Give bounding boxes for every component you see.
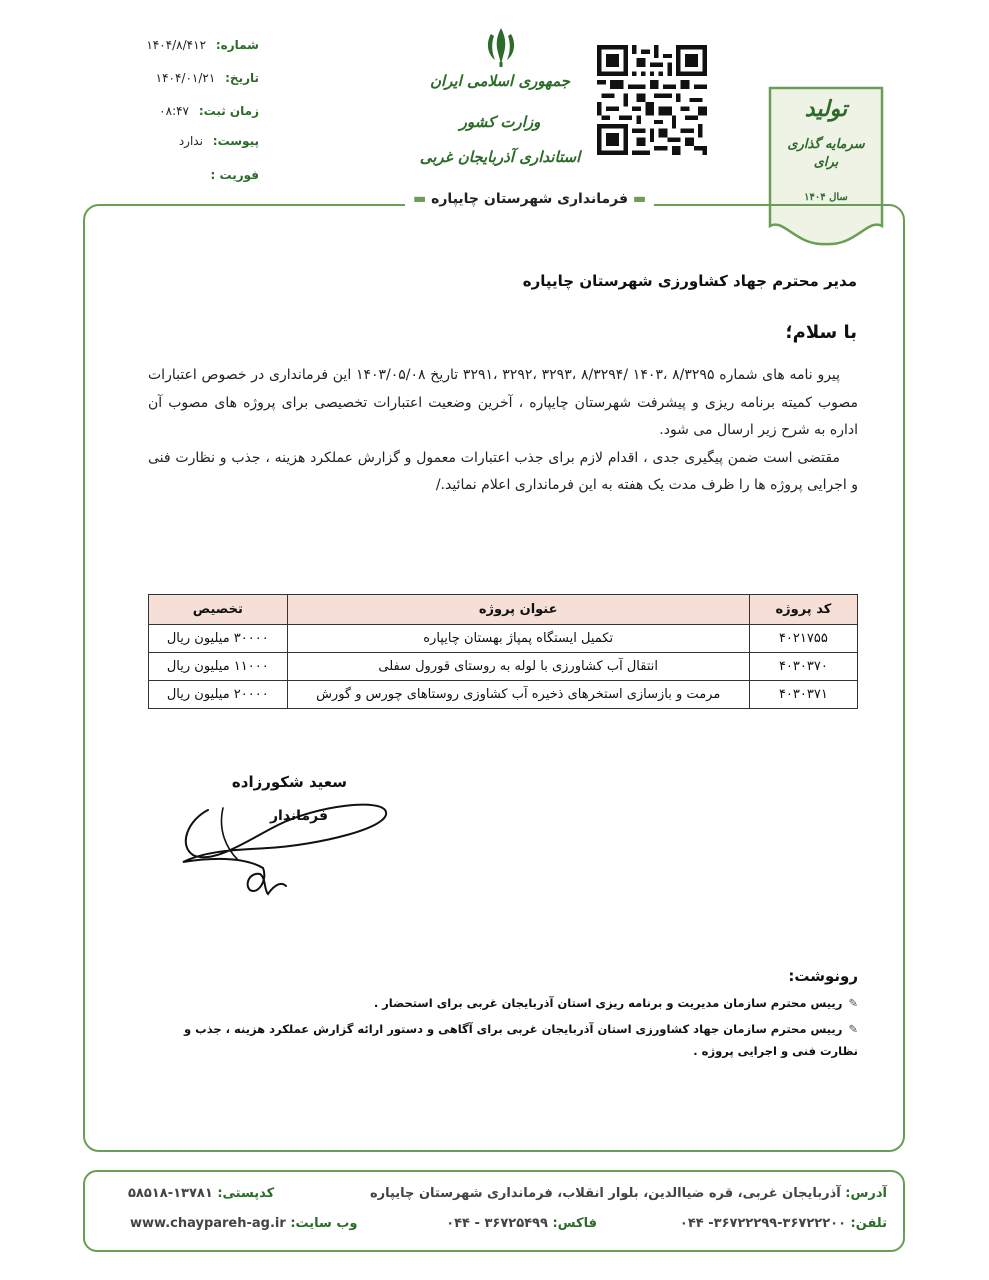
table-row	[149, 653, 858, 681]
iran-emblem-icon	[483, 26, 519, 68]
project-code: ۴۰۳۰۳۷۱	[749, 681, 857, 709]
body-paragraph-2: مقتضی است ضمن پیگیری جدی ، اقدام لازم برای جذب اعتبارات معمول و گزارش عملکرد هزینه ، جذب و نظارت فنی و اجرایی پروژه ها را ظرف مدت یک هفته به این فرمانداری اعلام نمائید./	[148, 449, 858, 493]
cc-title: رونوشت:	[788, 967, 858, 985]
cc-item	[178, 992, 858, 1014]
signer-name: سعید شکورزاده	[231, 773, 347, 791]
phone-label: تلفن:	[850, 1216, 887, 1231]
postal-value: ۱۳۷۸۱-۵۸۵۱۸	[128, 1186, 213, 1201]
project-title: مرمت و بازسازی استخرهای ذخیره آب کشاوزی روستاهای چورس و گورش	[287, 681, 749, 709]
attachment-label: پیوست:	[212, 134, 259, 148]
header-country: جمهوری اسلامی ایران	[429, 72, 571, 90]
letter-body	[148, 362, 858, 500]
greeting: با سلام؛	[785, 322, 857, 343]
table-row	[149, 681, 858, 709]
badge-word-investment: سرمایه گذاری برای	[787, 137, 865, 170]
pen-icon: ✎	[848, 996, 858, 1010]
fax-label: فاکس:	[552, 1216, 597, 1231]
handwritten-signature	[168, 790, 398, 900]
website-link[interactable]: www.chaypareh-ag.ir	[130, 1216, 286, 1231]
office-title: ▬ فرمانداری شهرستان چایپاره ▬	[405, 191, 654, 207]
registration-time-value: ۰۸:۴۷	[159, 104, 189, 118]
table-header-row	[149, 595, 858, 625]
project-code: ۴۰۲۱۷۵۵	[749, 625, 857, 653]
attachment-value: ندارد	[178, 134, 203, 148]
header-province: استانداری آذربایجان غربی	[419, 148, 581, 166]
footer-address	[370, 1186, 887, 1201]
cc-item-text: رییس محترم سازمان جهاد کشاورزی استان آذربایجان غربی برای آگاهی و دستور ارائه گزارش عملکرد هزینه ، جذب و نظارت فنی و اجرایی پروژه .	[184, 1022, 858, 1058]
projects-table	[148, 594, 858, 709]
header-project-title: عنوان پروژه	[287, 595, 749, 625]
footer-fax	[446, 1216, 597, 1231]
website-label: وب سایت:	[290, 1216, 358, 1231]
cc-item	[178, 1018, 858, 1062]
project-title: تکمیل ایستگاه پمپاژ بهستان چایپاره	[287, 625, 749, 653]
project-code: ۴۰۳۰۳۷۰	[749, 653, 857, 681]
office-title-text: فرمانداری شهرستان چایپاره	[431, 191, 628, 207]
table-row	[149, 625, 858, 653]
project-allocation: ۱۱۰۰۰ میلیون ریال	[149, 653, 288, 681]
attachment	[59, 134, 259, 148]
signer-role: فرماندار	[269, 808, 328, 824]
header-allocation: تخصیص	[149, 595, 288, 625]
footer-postal	[128, 1186, 274, 1201]
header-project-code: کد پروژه	[749, 595, 857, 625]
registration-time-label: زمان ثبت:	[198, 104, 259, 118]
letter-date-label: تاریخ:	[225, 71, 259, 85]
addressee: مدیر محترم جهاد کشاورزی شهرستان چایپاره	[522, 272, 857, 290]
project-title: انتقال آب کشاورزی با لوله به روستای قورول سفلی	[287, 653, 749, 681]
footer-phone	[680, 1216, 887, 1231]
header-ministry: وزارت کشور	[459, 113, 541, 131]
footer-website	[130, 1216, 358, 1231]
urgency	[59, 168, 259, 182]
project-allocation: ۲۰۰۰۰ میلیون ریال	[149, 681, 288, 709]
letter-number	[59, 38, 259, 52]
address-label: آدرس:	[845, 1186, 887, 1201]
urgency-label: فوریت :	[210, 168, 259, 182]
phone-value: ۳۶۷۲۲۲۰۰-۳۶۷۲۲۲۹۹- ۰۴۴	[679, 1216, 847, 1231]
registration-time	[59, 104, 259, 118]
letter-number-label: شماره:	[215, 38, 259, 52]
badge-year: سال ۱۴۰۴	[804, 192, 848, 203]
qr-code	[597, 45, 707, 155]
footer-box	[83, 1170, 905, 1252]
fax-value: ۳۶۷۲۵۴۹۹ - ۰۴۴	[446, 1216, 548, 1231]
badge-word-production: تولید	[804, 96, 848, 122]
letter-number-value: ۱۴۰۴/۸/۴۱۲	[146, 38, 207, 52]
address-value: آذربایجان غربی، قره ضیاالدین، بلوار انقلاب، فرمانداری شهرستان چایپاره	[369, 1186, 841, 1201]
project-allocation: ۳۰۰۰۰ میلیون ریال	[149, 625, 288, 653]
cc-item-text: رییس محترم سازمان مدیریت و برنامه ریزی استان آذربایجان غربی برای استحضار .	[373, 996, 843, 1010]
body-paragraph-1: پیرو نامه های شماره ۸/۳۲۹۵ ،۱۴۰۳ /۸/۳۲۹۴ ،۳۲۹۳ ،۳۲۹۲ ،۳۲۹۱ تاریخ ۱۴۰۳/۰۵/۰۸ این فرمانداری در خصوص اعتبارات مصوب کمیته برنامه ریزی و پیشرفت شهرستان چایپاره ، آخرین وضعیت اعتبارات تخصیصی برای پروژه های مصوب آن اداره به شرح زیر ارسال می شود.	[148, 367, 858, 438]
letter-date-value: ۱۴۰۴/۰۱/۲۱	[155, 71, 216, 85]
pen-icon: ✎	[848, 1022, 858, 1036]
postal-label: کدپستی:	[217, 1186, 275, 1201]
letter-date	[59, 71, 259, 85]
